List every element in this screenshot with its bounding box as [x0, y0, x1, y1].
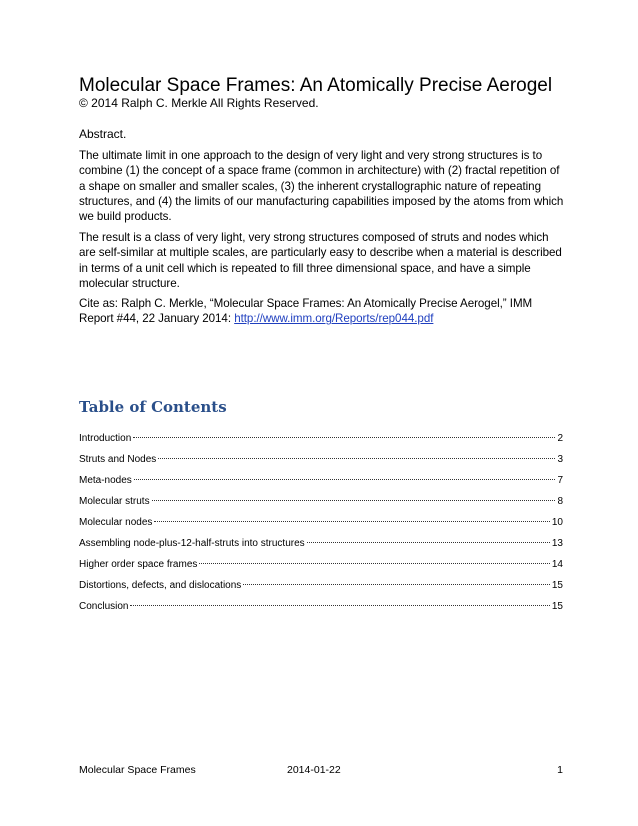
paragraph-line: The ultimate limit in one approach to the design of very light and very strong structures is to	[79, 149, 543, 162]
toc-entry-title: Molecular nodes	[79, 517, 153, 528]
toc-entry-page: 3	[557, 454, 563, 465]
citation-line	[79, 311, 571, 326]
citation-prefix: Report #44, 22 January 2014:	[79, 312, 235, 326]
toc-heading: Table of Contents	[79, 398, 227, 416]
toc-entry-molecular-struts[interactable]	[79, 491, 563, 512]
toc-entry-meta-nodes[interactable]	[79, 470, 563, 491]
paragraph-line: molecular structure.	[79, 276, 180, 290]
toc-leader-dots	[199, 563, 549, 564]
paragraph-line: The result is a class of very light, very strong structures composed of struts and nodes which	[79, 231, 549, 244]
toc-leader-dots	[243, 584, 550, 585]
toc-entry-page: 8	[557, 496, 563, 507]
toc-leader-dots	[152, 500, 556, 501]
toc-leader-dots	[154, 521, 550, 522]
toc-entry-title: Molecular struts	[79, 496, 150, 507]
toc-entry-assembling[interactable]	[79, 533, 563, 554]
abstract-paragraph-2	[79, 230, 571, 291]
footer-document-title: Molecular Space Frames	[79, 764, 196, 776]
document-title: Molecular Space Frames: An Atomically Precise Aerogel	[79, 75, 553, 96]
toc-leader-dots	[133, 437, 555, 438]
toc-entry-page: 13	[551, 538, 563, 549]
toc-leader-dots	[158, 458, 555, 459]
toc-entry-page: 2	[557, 433, 563, 444]
toc-entry-page: 15	[551, 580, 563, 591]
toc-entry-conclusion[interactable]	[79, 596, 563, 617]
toc-entry-title: Conclusion	[79, 601, 129, 612]
toc-leader-dots	[130, 605, 549, 606]
paragraph-line: a shape on smaller and smaller scales, (3) the inherent crystallographic nature of repeating	[79, 179, 541, 193]
toc-leader-dots	[307, 542, 550, 543]
paragraph-line: we build products.	[79, 210, 172, 224]
copyright-notice: © 2014 Ralph C. Merkle All Rights Reserved.	[79, 96, 319, 110]
paragraph-line: are self-similar at multiple scales, are particularly easy to describe when a material is described	[79, 246, 562, 260]
toc-entry-title: Meta-nodes	[79, 475, 132, 486]
abstract-paragraph-1	[79, 148, 571, 224]
toc-entry-page: 7	[557, 475, 563, 486]
toc-entry-molecular-nodes[interactable]	[79, 512, 563, 533]
toc-entry-page: 10	[551, 517, 563, 528]
toc-entry-title: Higher order space frames	[79, 559, 198, 570]
citation-line: Cite as: Ralph C. Merkle, “Molecular Space Frames: An Atomically Precise Aerogel,” IMM	[79, 297, 533, 310]
toc-entry-title: Assembling node-plus-12-half-struts into structures	[79, 538, 305, 549]
paragraph-line: combine (1) the concept of a space frame (common in architecture) with (2) fractal repetition of	[79, 164, 560, 178]
footer-date: 2014-01-22	[287, 764, 341, 776]
footer-page-number: 1	[557, 764, 563, 776]
toc-entry-title: Introduction	[79, 433, 132, 444]
table-of-contents	[79, 428, 563, 617]
toc-entry-page: 14	[551, 559, 563, 570]
abstract-heading: Abstract.	[79, 127, 127, 141]
citation-link[interactable]: http://www.imm.org/Reports/rep044.pdf	[234, 312, 434, 326]
toc-entry-page: 15	[551, 601, 563, 612]
toc-entry-distortions[interactable]	[79, 575, 563, 596]
toc-leader-dots	[134, 479, 556, 480]
paragraph-line: in terms of a unit cell which is repeated to fill three dimensional space, and have a simple	[79, 261, 531, 275]
toc-entry-introduction[interactable]	[79, 428, 563, 449]
citation-paragraph	[79, 296, 571, 327]
toc-entry-title: Distortions, defects, and dislocations	[79, 580, 242, 591]
toc-entry-struts-and-nodes[interactable]	[79, 449, 563, 470]
toc-entry-title: Struts and Nodes	[79, 454, 157, 465]
paragraph-line: structures, and (4) the limits of our manufacturing capabilities imposed by the atoms from which	[79, 194, 564, 208]
toc-entry-higher-order[interactable]	[79, 554, 563, 575]
